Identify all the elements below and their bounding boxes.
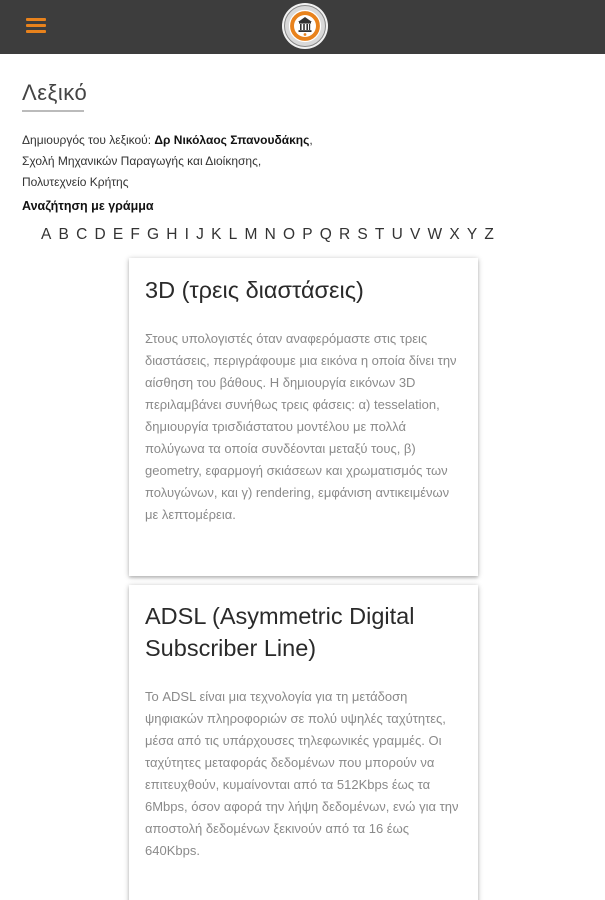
letter-link-q[interactable]: Q [319,226,332,243]
letter-link-l[interactable]: L [228,226,238,243]
search-by-letter-label: Αναζήτηση με γράμμα [22,199,154,213]
letter-link-c[interactable]: C [76,226,88,243]
credits-block [22,130,582,193]
author-name: Δρ Νικόλαος Σπανουδάκης [154,133,310,147]
title-underline [22,110,84,112]
letter-link-k[interactable]: K [211,226,222,243]
entry-term: ADSL (Asymmetric Digital Subscriber Line) [145,603,415,661]
alphabet-index [41,226,581,248]
letter-link-z[interactable]: Z [484,226,494,243]
university-seal-logo[interactable] [281,2,329,50]
letter-link-w[interactable]: W [427,226,443,243]
letter-link-p[interactable]: P [302,226,313,243]
letter-link-r[interactable]: R [338,226,351,243]
author-prefix: Δημιουργός του λεξικού: [22,133,155,147]
letter-link-g[interactable]: G [147,226,160,243]
dictionary-entry-card [129,258,478,576]
letter-link-h[interactable]: H [166,226,178,243]
entry-term: 3D (τρεις διαστάσεις) [145,277,364,303]
letter-link-e[interactable]: E [112,226,124,243]
university-name: Πολυτεχνείο Κρήτης [22,175,129,189]
dictionary-entry-card [129,585,478,900]
letter-link-o[interactable]: O [282,226,296,243]
entry-definition: Στους υπολογιστές όταν αναφερόμαστε στις τρεις διαστάσεις, περιγράφουμε μια εικόνα η οποία δίνει την αίσθηση του βάθους. Η δημιουργία εικόνων 3D περιλαμβάνει συνήθως τρεις φάσεις: α) tesselation, δημιουργία τρισδιάστατου μοντέλου με πολλά πολύγωνα τα οποία συνδέονται μεταξύ τους, β) geometry, εφαρμογή σκιάσεων και χρωματισμός των πολυγώνων, και γ) rendering, εμφάνιση αντικειμένων με λεπτομέρεια. [145,331,457,522]
letter-link-n[interactable]: N [264,226,276,243]
letter-link-a[interactable]: A [41,226,52,243]
letter-link-x[interactable]: X [449,226,460,243]
hamburger-menu-icon[interactable] [26,17,48,35]
letter-link-u[interactable]: U [391,226,403,243]
entry-definition: Το ADSL είναι μια τεχνολογία για τη μετάδοση ψηφιακών πληροφοριών σε πολύ υψηλές ταχύτητες, μέσα από τις υπάρχουσες τηλεφωνικές γραμμές. Οι ταχύτητες μεταφοράς δεδομένων που μπορούν να επιτευχθούν, κυμαίνονται από τα 512Kbps έως τα 6Mbps, όσον αφορά την λήψη δεδομένων, ενώ για την αποστολή δεδομένων ξεκινούν από τα 16 έως 640Kbps. [145,689,459,858]
letter-link-s[interactable]: S [357,226,368,243]
letter-link-y[interactable]: Y [466,226,478,243]
letter-link-f[interactable]: F [130,226,140,243]
letter-link-m[interactable]: M [244,226,258,243]
letter-link-i[interactable]: I [184,226,189,243]
page-title: Λεξικό [22,80,88,105]
school-name: Σχολή Μηχανικών Παραγωγής και Διοίκησης, [22,154,262,168]
author-suffix: , [309,133,313,147]
top-app-bar [0,0,605,54]
letter-link-v[interactable]: V [409,226,421,243]
letter-link-b[interactable]: B [58,226,69,243]
letter-link-d[interactable]: D [94,226,106,243]
letter-link-j[interactable]: J [196,226,204,243]
letter-link-t[interactable]: T [374,226,385,243]
